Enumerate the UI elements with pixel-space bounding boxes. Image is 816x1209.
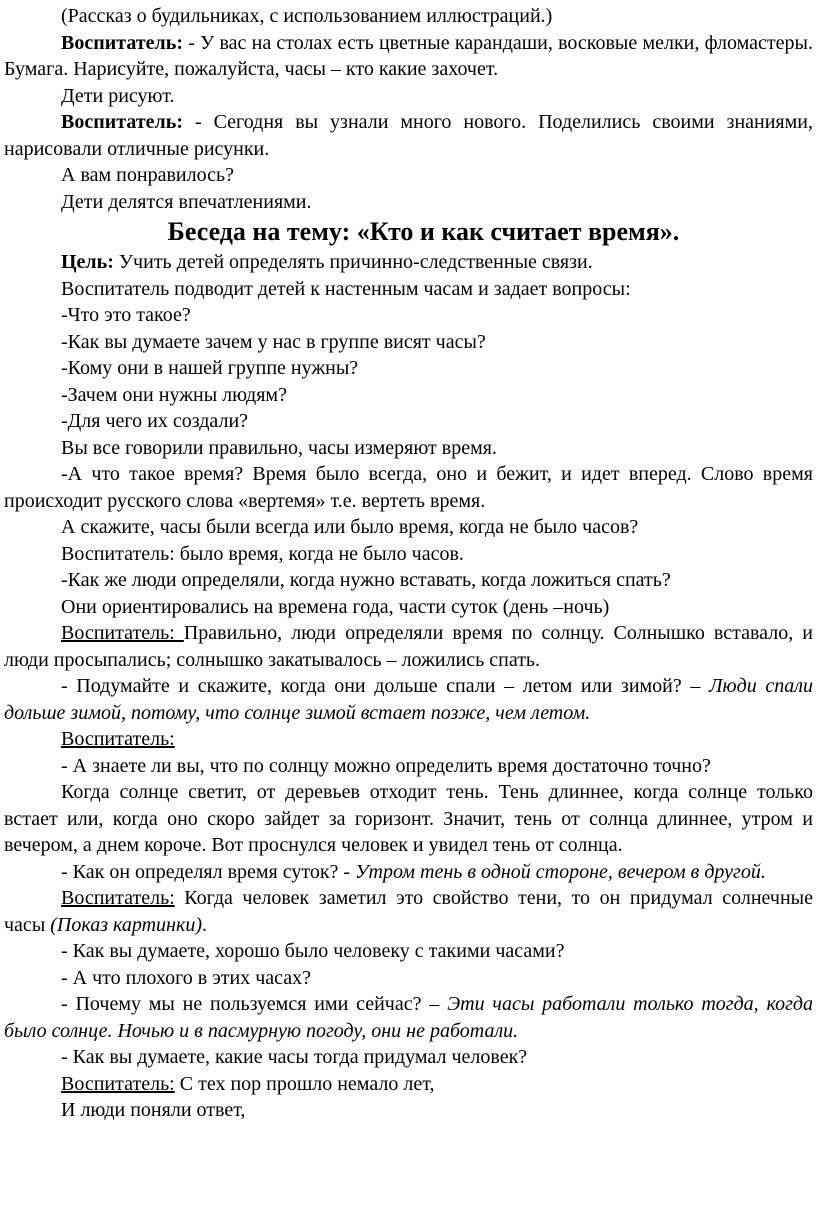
body-line: -Зачем они нужны людям? — [61, 383, 287, 406]
question-line: - А что плохого в этих часах? — [61, 966, 312, 989]
speaker-label: Воспитатель: — [61, 111, 183, 133]
question-line: - Как вы думаете, хорошо было человеку с такими часами? — [61, 940, 565, 962]
paragraph-sleep — [4, 673, 813, 726]
question-line: - Как вы думаете, какие часы тогда придумал человек? — [61, 1046, 528, 1068]
poem-line: И люди поняли ответ, — [61, 1099, 246, 1121]
body-line: Вы все говорили правильно, часы измеряют время. — [61, 436, 497, 459]
speaker-label: Воспитатель: — [61, 1072, 175, 1095]
paragraph-text: Дети делятся впечатлениями. — [61, 190, 312, 213]
paragraph-text: (Рассказ о будильниках, с использованием иллюстраций.) — [61, 5, 553, 27]
body-line: -А что такое время? Время было всегда, оно и бежит, и идет вперед. Слово время происходит русского слова «вертемя» т.е. вертеть время. — [4, 463, 813, 512]
paragraph-text: Правильно, люди определяли время по солнцу. Солнышко вставало, и люди просыпались; солнышко закатывалось – ложились спать. — [4, 622, 813, 671]
paragraph-sundial — [4, 885, 813, 938]
paragraph-text: - У вас на столах есть цветные карандаши, восковые мелки, фломастеры. Бумага. Нарисуйте, пожалуйста, часы – кто какие захочет. — [4, 31, 813, 80]
speaker-label: Воспитатель: — [61, 887, 175, 909]
paragraph-speaker — [4, 726, 813, 753]
paragraph-text: А вам понравилось? — [61, 164, 234, 186]
paragraph-text: - Сегодня вы узнали много нового. Поделились своими знаниями, нарисовали отличные рисунки. — [4, 111, 813, 160]
body-line: Они ориентировались на времена года, части суток (день –ночь) — [61, 595, 610, 618]
stage-note: (Показ картинки) — [50, 913, 202, 936]
paragraph-shadow: Когда солнце светит, от деревьев отходит тень. Тень длиннее, когда солнце только встает или, когда оно скоро зайдет за горизонт. Значит, тень от солнца длиннее, утром и вечером, а днем короче. Вот проснулся человек и увидел тень от солнца. — [4, 781, 813, 856]
paragraph-intro — [4, 3, 813, 30]
body-line: Воспитатель подводит детей к настенным часам и задает вопросы: — [61, 277, 631, 300]
body-line: -Что это такое? — [61, 304, 191, 326]
paragraph-shadow-question: - А знаете ли вы, что по солнцу можно определить время достаточно точно? — [61, 754, 711, 777]
paragraph-liked — [4, 162, 813, 189]
poem-line — [4, 1071, 813, 1098]
speaker-label: Воспитатель: — [61, 31, 183, 54]
body-line: -Кому они в нашей группе нужны? — [61, 357, 359, 379]
paragraph-summary — [4, 109, 813, 162]
body-line: -Для чего их создали? — [61, 410, 249, 432]
paragraph-text: Когда человек заметил это свойство тени, то он придумал солнечные часы — [4, 887, 813, 936]
goal-label: Цель: — [61, 251, 114, 273]
goal-text: Учить детей определять причинно-следственные связи. — [113, 251, 593, 273]
paragraph-kids-draw — [4, 83, 813, 110]
paragraph-time-of-day — [4, 859, 813, 886]
section-heading: Беседа на тему: «Кто и как считает время». — [167, 217, 680, 246]
body-line: Воспитатель: было время, когда не было часов. — [61, 542, 464, 565]
answer-text: Эти часы работали только тогда, когда было солнце. Ночью и в пасмурную погоду, они не работали. — [4, 993, 813, 1042]
body-line: -Как же люди определяли, когда нужно вставать, когда ложиться спать? — [61, 569, 671, 591]
paragraph-goal — [4, 249, 813, 276]
speaker-label: Воспитатель: — [61, 728, 175, 750]
poem-text: С тех пор прошло немало лет, — [174, 1072, 435, 1095]
paragraph-sun — [4, 620, 813, 673]
question-text: - Почему мы не пользуемся ими сейчас? – — [61, 993, 448, 1015]
paragraph-text: Дети рисуют. — [61, 84, 175, 107]
answer-text: Утром тень в одной стороне, вечером в другой. — [355, 860, 766, 883]
speaker-label: Воспитатель: — [61, 622, 184, 644]
punctuation: . — [202, 913, 207, 936]
question-text: - Как он определял время суток? - — [61, 860, 356, 883]
body-line: -Как вы думаете зачем у нас в группе висят часы? — [61, 330, 486, 353]
paragraph-draw-task — [4, 30, 813, 83]
question-text: - Подумайте и скажите, когда они дольше спали – летом или зимой? – — [61, 675, 709, 697]
paragraph-impressions — [4, 189, 813, 216]
answer-text: Люди спали дольше зимой, потому, что солнце зимой встает позже, чем летом. — [4, 675, 813, 724]
paragraph-why — [4, 991, 813, 1044]
body-line: А скажите, часы были всегда или было время, когда не было часов? — [61, 516, 639, 538]
